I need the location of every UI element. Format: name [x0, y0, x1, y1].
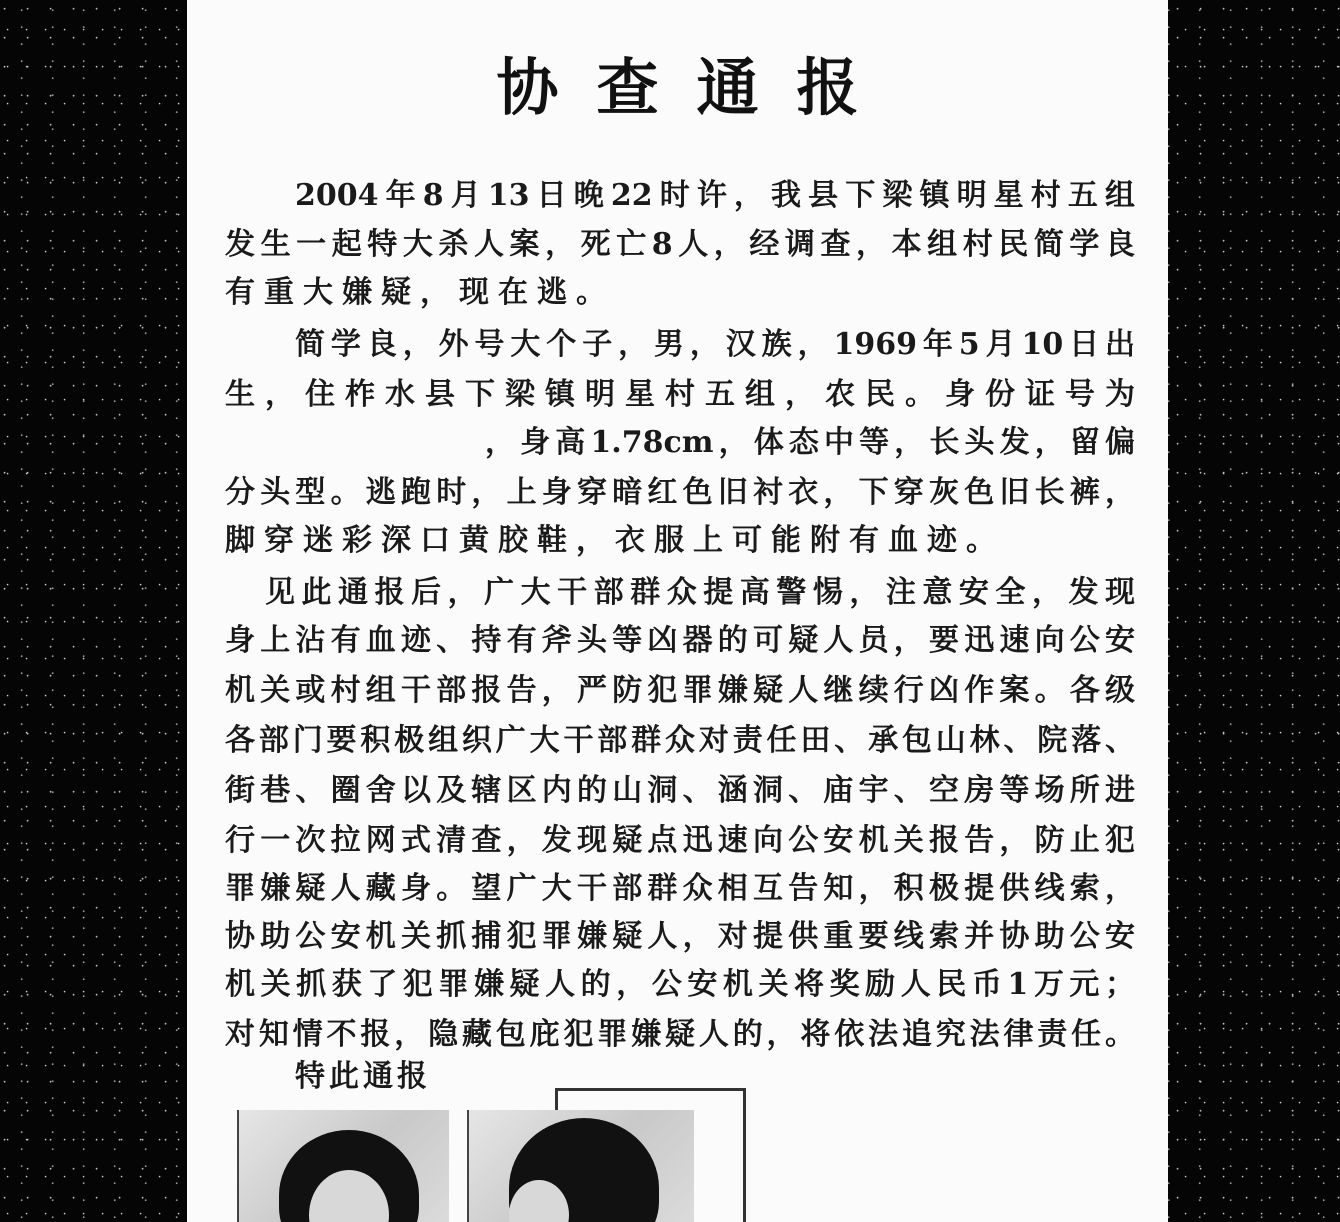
text-line: 脚穿迷彩深口黄胶鞋，衣服上可能附有血迹。: [225, 523, 1005, 558]
text-line: 分头型。逃跑时，上身穿暗红色旧衬衣，下穿灰色旧长裤，: [225, 475, 1135, 510]
text-line: 身上沾有血迹、持有斧头等凶器的可疑人员，要迅速向公安: [225, 623, 1135, 658]
text-line: 生，住柞水县下梁镇明星村五组，农民。身份证号为: [225, 377, 1135, 412]
text-line: 机关抓获了犯罪嫌疑人的，公安机关将奖励人民币1万元；: [225, 967, 1135, 1002]
text-line: 有重大嫌疑，现在逃。: [225, 275, 615, 310]
text-line: 协助公安机关抓捕犯罪嫌疑人，对提供重要线索并协助公安: [225, 919, 1135, 954]
text-line: 简学良，外号大个子，男，汉族，1969年5月10日出: [295, 327, 1135, 362]
text-line: 各部门要积极组织广大干部群众对责任田、承包山林、院落、: [225, 723, 1135, 758]
text-line: 对知情不报，隐藏包庇犯罪嫌疑人的，将依法追究法律责任。: [225, 1017, 1135, 1052]
suspect-photo-side: [467, 1110, 694, 1222]
suspect-photo-front: [237, 1110, 449, 1222]
text-line: 见此通报后，广大干部群众提高警惕，注意安全，发现: [265, 575, 1135, 610]
text-line: 发生一起特大杀人案，死亡8人，经调查，本组村民简学良: [225, 227, 1135, 262]
text-line: 街巷、圈舍以及辖区内的山洞、涵洞、庙宇、空房等场所进: [225, 773, 1135, 808]
text-line: 机关或村组干部报告，严防犯罪嫌疑人继续行凶作案。各级: [225, 673, 1135, 708]
document-title: 协查通报: [496, 51, 897, 124]
text-line: ，身高1.78cm，体态中等，长头发，留偏: [485, 425, 1135, 460]
notice-document: [187, 0, 1168, 1222]
closing-text: 特此通报: [295, 1059, 431, 1094]
text-line: 行一次拉网式清查，发现疑点迅速向公安机关报告，防止犯: [225, 823, 1135, 858]
text-line: 罪嫌疑人藏身。望广大干部群众相互告知，积极提供线索，: [225, 871, 1135, 906]
text-line: 2004年8月13日晚22时许，我县下梁镇明星村五组: [295, 178, 1135, 213]
